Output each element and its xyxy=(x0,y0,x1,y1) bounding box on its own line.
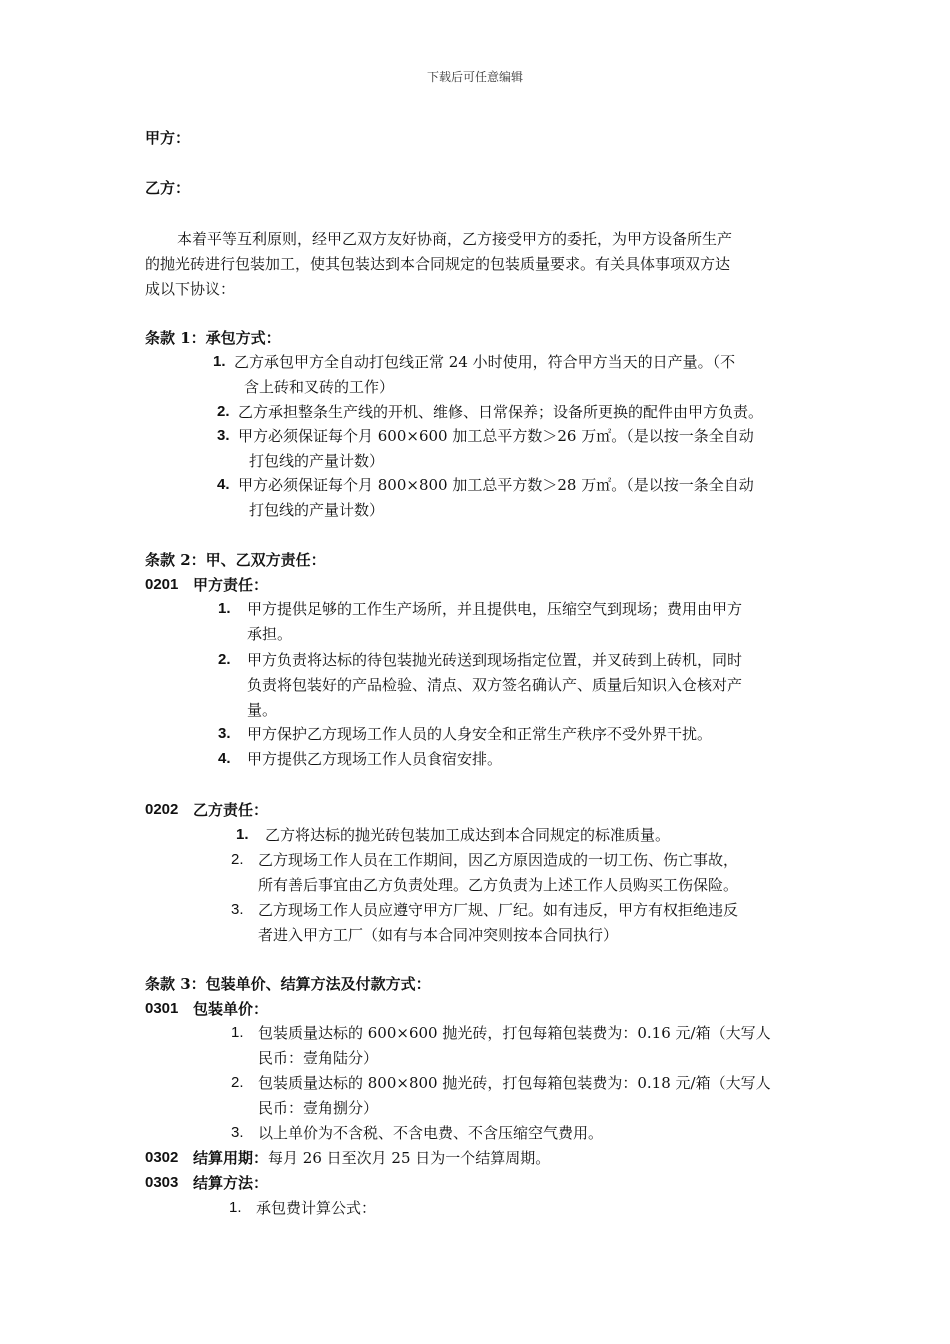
section-code: 0303 xyxy=(145,1174,179,1191)
list-number: 1. xyxy=(231,1024,244,1041)
section-code: 0302 xyxy=(145,1149,179,1166)
section-code: 0301 xyxy=(145,1000,179,1017)
party-b-label: 乙方： xyxy=(145,179,191,197)
section-title: 乙方责任： xyxy=(193,801,269,819)
list-item-text: 民币：壹角陆分） xyxy=(258,1049,379,1067)
list-item-text: 承包费计算公式： xyxy=(256,1199,377,1217)
list-item-text: 甲方必须保证每个月 800×800 加工总平方数＞28 万㎡。（是以按一条全自动 xyxy=(238,476,754,494)
list-item-text: 民币：壹角捌分） xyxy=(258,1099,379,1117)
list-item-text: 承担。 xyxy=(247,625,293,643)
intro-line: 本着平等互利原则，经甲乙双方友好协商，乙方接受甲方的委托，为甲方设备所生产 xyxy=(177,230,733,248)
list-item-text: 乙方现场工作人员在工作期间，因乙方原因造成的一切工伤、伤亡事故， xyxy=(258,851,739,869)
section-code: 0201 xyxy=(145,576,179,593)
list-item-text: 乙方承担整条生产线的开机、维修、日常保养；设备所更换的配件由甲方负责。 xyxy=(238,403,764,421)
list-item-text: 所有善后事宜由乙方负责处理。乙方负责为上述工作人员购买工伤保险。 xyxy=(258,876,739,894)
clause2-title: 条款 2：甲、乙双方责任： xyxy=(145,551,326,569)
list-number: 2. xyxy=(217,403,230,420)
section-title: 包装单价： xyxy=(193,1000,269,1018)
list-number: 3. xyxy=(231,901,244,918)
clause1-title: 条款 1：承包方式： xyxy=(145,329,281,347)
list-number: 2. xyxy=(218,651,231,668)
list-number: 3. xyxy=(217,427,230,444)
section-title: 结算用期： xyxy=(193,1149,269,1167)
list-item-text: 甲方必须保证每个月 600×600 加工总平方数＞26 万㎡。（是以按一条全自动 xyxy=(238,427,754,445)
list-item-text: 包装质量达标的 600×600 抛光砖，打包每箱包装费为：0.16 元/箱（大写人 xyxy=(258,1024,771,1042)
list-number: 4. xyxy=(217,476,230,493)
intro-line: 的抛光砖进行包装加工，使其包装达到本合同规定的包装质量要求。有关具体事项双方达 xyxy=(145,255,731,273)
list-item-text: 负责将包装好的产品检验、清点、双方签名确认产、质量后知识入仓核对产 xyxy=(247,676,743,694)
page-header: 下载后可任意编辑 xyxy=(426,70,523,84)
list-item-text: 甲方提供乙方现场工作人员食宿安排。 xyxy=(247,750,503,768)
list-item-text: 量。 xyxy=(247,701,278,719)
list-item-text: 乙方将达标的抛光砖包装加工成达到本合同规定的标准质量。 xyxy=(265,826,671,844)
list-item-text: 甲方保护乙方现场工作人员的人身安全和正常生产秩序不受外界干扰。 xyxy=(247,725,713,743)
list-item-text: 含上砖和叉砖的工作） xyxy=(244,378,395,396)
list-number: 3. xyxy=(218,725,231,742)
list-item-text: 以上单价为不含税、不含电费、不含压缩空气费用。 xyxy=(258,1124,604,1142)
list-item-text: 乙方现场工作人员应遵守甲方厂规、厂纪。如有违反，甲方有权拒绝违反 xyxy=(258,901,739,919)
list-number: 1. xyxy=(236,826,249,843)
list-number: 1. xyxy=(213,353,226,370)
list-number: 2. xyxy=(231,851,244,868)
section-row xyxy=(193,1148,550,1168)
party-a-label: 甲方： xyxy=(145,129,191,147)
list-item-text: 包装质量达标的 800×800 抛光砖，打包每箱包装费为：0.18 元/箱（大写人 xyxy=(258,1074,771,1092)
list-item-text: 甲方提供足够的工作生产场所，并且提供电，压缩空气到现场；费用由甲方 xyxy=(247,600,743,618)
intro-line: 成以下协议： xyxy=(145,280,236,298)
section-code: 0202 xyxy=(145,801,179,818)
section-title: 结算方法： xyxy=(193,1174,269,1192)
list-number: 1. xyxy=(218,600,231,617)
list-number: 1. xyxy=(229,1199,242,1216)
clause3-title: 条款 3：包装单价、结算方法及付款方式： xyxy=(145,975,431,993)
list-number: 2. xyxy=(231,1074,244,1091)
list-item-text: 乙方承包甲方全自动打包线正常 24 小时使用，符合甲方当天的日产量。（不 xyxy=(234,353,736,371)
list-number: 4. xyxy=(218,750,231,767)
list-item-text: 打包线的产量计数） xyxy=(249,501,385,519)
list-item-text: 甲方负责将达标的待包装抛光砖送到现场指定位置，并叉砖到上砖机，同时 xyxy=(247,651,743,669)
list-item-text: 打包线的产量计数） xyxy=(249,452,385,470)
section-text: 每月 26 日至次月 25 日为一个结算周期。 xyxy=(268,1149,551,1167)
list-number: 3. xyxy=(231,1124,244,1141)
section-title: 甲方责任： xyxy=(193,576,269,594)
list-item-text: 者进入甲方工厂（如有与本合同冲突则按本合同执行） xyxy=(258,926,619,944)
